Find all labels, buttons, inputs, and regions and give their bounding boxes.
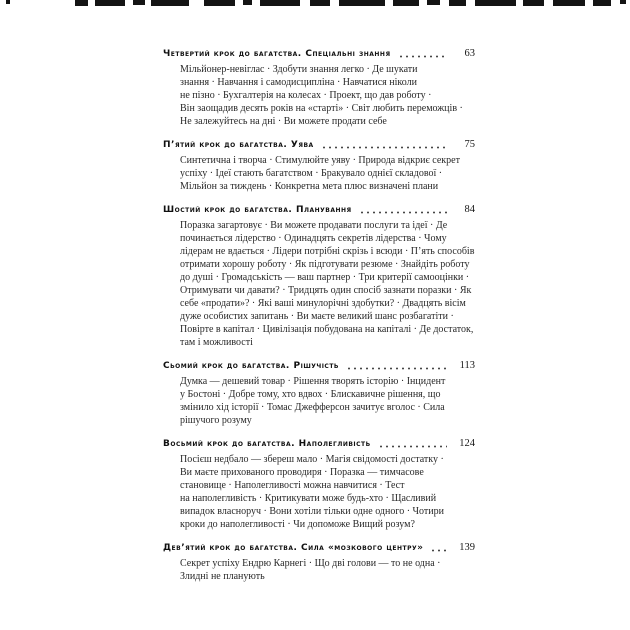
summary-line: випадок власноруч · Вони хотіли тільки одне одного · Чотири xyxy=(180,506,444,517)
toc-entry xyxy=(163,438,475,450)
scan-artifact-dash xyxy=(6,0,10,4)
scan-artifact-dash xyxy=(151,0,189,6)
chapter-page-number: 113 xyxy=(459,360,475,371)
summary-line: Думка — дешевий товар · Рішення творять історію · Інцидент xyxy=(180,376,446,387)
summary-line: Мільйон за тиждень · Конкретна мета плюс визначені плани xyxy=(180,181,439,192)
summary-line: Поразка загартовує · Ви можете продавати послуги та ідеї · Де xyxy=(180,220,448,231)
toc-entry xyxy=(163,139,475,151)
summary-line: починається лідерство · Одинадцять секретів лідерства · Чому xyxy=(180,233,447,244)
summary-line: становище · Наполегливості можна навчитися · Тест xyxy=(180,480,405,491)
scan-artifact-dash xyxy=(593,0,611,6)
summary-line: себе «продати»? · Які ваші минулорічні здобутки? · Двадцять вісім xyxy=(180,298,466,309)
chapter-page-number: 75 xyxy=(464,139,475,150)
scan-artifact-dash xyxy=(475,0,516,6)
table-of-contents xyxy=(163,48,475,594)
summary-line: там і можливості xyxy=(180,337,253,348)
chapter-summary xyxy=(180,375,475,427)
summary-line: отримати хорошу роботу · Як підготувати резюме · Знайдіть роботу xyxy=(180,259,470,270)
dot-leader xyxy=(346,367,447,370)
scan-artifact-dash xyxy=(243,0,252,5)
summary-line: кроки до наполегливості · Чи допоможе Вищий розум? xyxy=(180,519,415,530)
scan-artifact-dash xyxy=(133,0,145,5)
toc-entry xyxy=(163,360,475,372)
chapter-summary xyxy=(180,557,475,583)
summary-line: у Бостоні · Добре тому, хто вдвох · Блискавичне рішення, що xyxy=(180,389,441,400)
chapter-title: Восьмий крок до багатства. Наполегливість xyxy=(163,439,371,449)
chapter-summary xyxy=(180,63,475,128)
dot-leader xyxy=(321,146,447,149)
chapter-page-number: 84 xyxy=(464,204,475,215)
toc-section xyxy=(163,360,475,427)
top-edge-scan-artifact xyxy=(0,0,630,8)
summary-line: не пізно · Бухгалтерія на колесах · Проект, що дав роботу · xyxy=(180,90,432,101)
scan-artifact-dash xyxy=(427,0,440,5)
chapter-summary xyxy=(180,154,475,193)
toc-section xyxy=(163,438,475,531)
dot-leader xyxy=(430,549,447,552)
summary-line: Отримувати чи давати? · Тридцять один спосіб зазнати поразки · Як xyxy=(180,285,472,296)
scan-artifact-dash xyxy=(620,0,626,4)
scan-artifact-dash xyxy=(75,0,88,6)
toc-entry xyxy=(163,204,475,216)
scan-artifact-dash xyxy=(95,0,125,6)
summary-line: Ви маєте прихованого проводиря · Поразка — тимчасове xyxy=(180,467,424,478)
summary-line: Він заощадив десять років на «старті» · Світ любить переможців · xyxy=(180,103,463,114)
dot-leader xyxy=(359,211,447,214)
dot-leader xyxy=(378,445,447,448)
summary-line: Синтетична і творча · Стимулюйте уяву · Природа відкриє секрет xyxy=(180,155,460,166)
toc-section xyxy=(163,139,475,193)
toc-section xyxy=(163,542,475,583)
scan-artifact-dash xyxy=(339,0,385,6)
scan-artifact-dash xyxy=(260,0,300,6)
summary-line: знання · Навчання і самодисципліна · Навчатися ніколи xyxy=(180,77,417,88)
chapter-title: Сьомий крок до багатства. Рішучість xyxy=(163,361,340,371)
scan-artifact-dash xyxy=(310,0,330,6)
chapter-title: П’ятий крок до багатства. Уява xyxy=(163,140,314,150)
dot-leader xyxy=(398,55,447,58)
toc-entry xyxy=(163,48,475,60)
summary-line: успіху · Ідеї стають багатством · Бракувало однієї складової · xyxy=(180,168,443,179)
summary-line: Не залежуйтесь на дні · Ви можете продати себе xyxy=(180,116,387,127)
summary-line: змінило хід історії · Томас Джефферсон зачитує вголос · Сила xyxy=(180,402,445,413)
toc-section xyxy=(163,204,475,349)
chapter-page-number: 139 xyxy=(459,542,475,553)
summary-line: на наполегливість · Критикувати може будь-хто · Щасливий xyxy=(180,493,437,504)
summary-line: рішучого розуму xyxy=(180,415,252,426)
scan-artifact-dash xyxy=(523,0,544,6)
chapter-title: Дев’ятий крок до багатства. Сила «мозкового центру» xyxy=(163,543,424,553)
toc-entry xyxy=(163,542,475,554)
summary-line: дуже особистих запитань · Ви маєте великий шанс розбагатіти · xyxy=(180,311,454,322)
summary-line: до душі · Громадськість — ваш партнер · Три критерії самооцінки · xyxy=(180,272,470,283)
chapter-summary xyxy=(180,453,475,531)
scan-artifact-dash xyxy=(449,0,466,6)
summary-line: Злидні не планують xyxy=(180,571,265,582)
summary-line: Мільйонер-невіглас · Здобути знання легко · Де шукати xyxy=(180,64,418,75)
chapter-title: Четвертий крок до багатства. Спеціальні знання xyxy=(163,49,391,59)
chapter-page-number: 124 xyxy=(459,438,475,449)
chapter-title: Шостий крок до багатства. Планування xyxy=(163,205,352,215)
toc-section xyxy=(163,48,475,128)
scan-artifact-dash xyxy=(393,0,419,6)
summary-line: Секрет успіху Ендрю Карнегі · Що дві голови — то не одна · xyxy=(180,558,441,569)
summary-line: Посієш недбало — збереш мало · Магія свідомості достатку · xyxy=(180,454,444,465)
scan-artifact-dash xyxy=(553,0,585,6)
summary-line: лідерам не вдається · Лідери потрібні скрізь і всюди · П’ять способів xyxy=(180,246,475,257)
scan-artifact-dash xyxy=(204,0,235,6)
summary-line: Повірте в капітал · Цивілізація побудована на капіталі · Де достаток, xyxy=(180,324,474,335)
chapter-page-number: 63 xyxy=(464,48,475,59)
chapter-summary xyxy=(180,219,475,349)
